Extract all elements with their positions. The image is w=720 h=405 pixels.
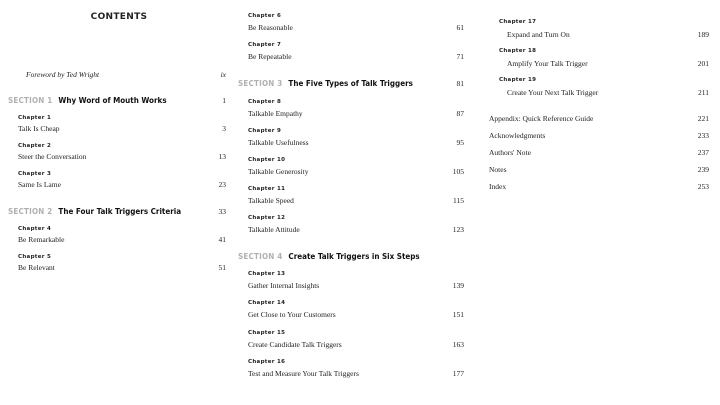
back-matter-page: 253 [697, 182, 709, 191]
foreword-title: Foreword by Ted Wright [26, 70, 100, 79]
back-matter-title: Authors' Note [489, 148, 531, 157]
chapter-title: Talkable Generosity [248, 167, 309, 176]
chapter-title: Talkable Empathy [248, 109, 303, 118]
chapter-label: Chapter 19 [499, 77, 537, 83]
chapter-page: 189 [697, 30, 709, 39]
chapter-label: Chapter 12 [248, 215, 286, 221]
chapter-title: Amplify Your Talk Trigger [507, 59, 588, 68]
chapter-label: Chapter 7 [248, 42, 282, 48]
chapter-title: Talkable Usefulness [248, 138, 309, 147]
section-title: Why Word of Mouth Works [58, 96, 167, 105]
foreword-entry[interactable] [8, 70, 226, 79]
chapter-page: 61 [456, 23, 464, 32]
chapter-title: Be Reasonable [248, 23, 293, 32]
chapter-title: Create Candidate Talk Triggers [248, 340, 342, 349]
chapter-label: Chapter 1 [18, 115, 52, 121]
foreword-page: ix [220, 70, 226, 79]
chapter-page: 51 [218, 263, 226, 272]
back-matter-title: Index [489, 182, 507, 191]
chapter-title: Create Your Next Talk Trigger [507, 88, 599, 97]
chapter-page: 139 [452, 281, 464, 290]
back-matter-page: 233 [697, 131, 709, 140]
chapter-entry[interactable] [238, 369, 464, 378]
section-number: SECTION 2 [8, 207, 53, 216]
chapter-label: Chapter 3 [18, 171, 52, 177]
section-heading[interactable] [8, 207, 226, 216]
chapter-page: 151 [452, 310, 464, 319]
chapter-entry[interactable] [489, 88, 709, 97]
chapter-label: Chapter 5 [18, 254, 52, 260]
chapter-title: Gather Internal Insights [248, 281, 320, 290]
chapter-label: Chapter 9 [248, 128, 282, 134]
notes-entry[interactable] [489, 165, 709, 174]
chapter-entry[interactable] [8, 235, 226, 244]
chapter-page: 13 [218, 152, 226, 161]
section-title: Create Talk Triggers in Six Steps [288, 252, 420, 261]
section-number: SECTION 3 [238, 79, 283, 88]
back-matter-title: Acknowledgments [489, 131, 546, 140]
section-page: 1 [222, 96, 226, 105]
section-number: SECTION 4 [238, 252, 283, 261]
chapter-page: 3 [222, 124, 226, 133]
section-heading[interactable] [238, 252, 464, 261]
chapter-label: Chapter 16 [248, 359, 286, 365]
chapter-title: Talk Is Cheap [18, 124, 60, 133]
chapter-page: 115 [453, 196, 464, 205]
chapter-title: Be Relevant [18, 263, 55, 272]
chapter-page: 211 [698, 88, 709, 97]
chapter-entry[interactable] [238, 23, 464, 32]
chapter-page: 177 [452, 369, 464, 378]
chapter-title: Expand and Turn On [507, 30, 570, 39]
chapter-title: Talkable Attitude [248, 225, 300, 234]
chapter-title: Get Close to Your Customers [248, 310, 336, 319]
chapter-page: 163 [452, 340, 464, 349]
contents-title: CONTENTS [90, 12, 148, 22]
chapter-label: Chapter 4 [18, 226, 52, 232]
chapter-entry[interactable] [238, 281, 464, 290]
back-matter-page: 239 [697, 165, 709, 174]
chapter-label: Chapter 17 [499, 19, 537, 25]
chapter-title: Same Is Lame [18, 180, 61, 189]
chapter-entry[interactable] [238, 196, 464, 205]
chapter-entry[interactable] [8, 263, 226, 272]
section-page: 33 [218, 207, 226, 216]
chapter-title: Be Remarkable [18, 235, 65, 244]
acknowledgments-entry[interactable] [489, 131, 709, 140]
section-title: The Five Types of Talk Triggers [288, 79, 413, 88]
section-heading[interactable] [238, 79, 464, 88]
chapter-title: Steer the Conversation [18, 152, 87, 161]
chapter-label: Chapter 2 [18, 143, 52, 149]
chapter-label: Chapter 8 [248, 99, 282, 105]
chapter-page: 123 [452, 225, 464, 234]
chapter-entry[interactable] [8, 152, 226, 161]
chapter-entry[interactable] [489, 30, 709, 39]
chapter-entry[interactable] [238, 52, 464, 61]
chapter-title: Be Repeatable [248, 52, 292, 61]
chapter-label: Chapter 14 [248, 300, 286, 306]
chapter-page: 71 [456, 52, 464, 61]
back-matter-title: Notes [489, 165, 507, 174]
back-matter-title: Appendix: Quick Reference Guide [489, 114, 594, 123]
chapter-title: Test and Measure Your Talk Triggers [248, 369, 359, 378]
chapter-entry[interactable] [8, 180, 226, 189]
chapter-label: Chapter 18 [499, 48, 537, 54]
section-heading[interactable] [8, 96, 226, 105]
chapter-entry[interactable] [8, 124, 226, 133]
chapter-page: 95 [456, 138, 464, 147]
chapter-label: Chapter 6 [248, 13, 282, 19]
chapter-page: 23 [218, 180, 226, 189]
chapter-label: Chapter 13 [248, 271, 286, 277]
back-matter-page: 221 [697, 114, 709, 123]
chapter-page: 105 [452, 167, 464, 176]
chapter-page: 87 [456, 109, 464, 118]
chapter-entry[interactable] [238, 310, 464, 319]
section-number: SECTION 1 [8, 96, 53, 105]
chapter-entry[interactable] [489, 59, 709, 68]
section-title: The Four Talk Triggers Criteria [58, 207, 182, 216]
chapter-entry[interactable] [238, 109, 464, 118]
chapter-page: 41 [218, 235, 226, 244]
authors-note-entry[interactable] [489, 148, 709, 157]
chapter-label: Chapter 15 [248, 330, 286, 336]
appendix-entry[interactable] [489, 114, 709, 123]
index-entry[interactable] [489, 182, 709, 191]
chapter-page: 201 [697, 59, 709, 68]
back-matter-page: 237 [697, 148, 709, 157]
chapter-entry[interactable] [238, 167, 464, 176]
chapter-label: Chapter 11 [248, 186, 286, 192]
chapter-label: Chapter 10 [248, 157, 286, 163]
chapter-entry[interactable] [238, 225, 464, 234]
chapter-title: Talkable Speed [248, 196, 294, 205]
section-page: 81 [456, 79, 464, 88]
chapter-entry[interactable] [238, 138, 464, 147]
chapter-entry[interactable] [238, 340, 464, 349]
